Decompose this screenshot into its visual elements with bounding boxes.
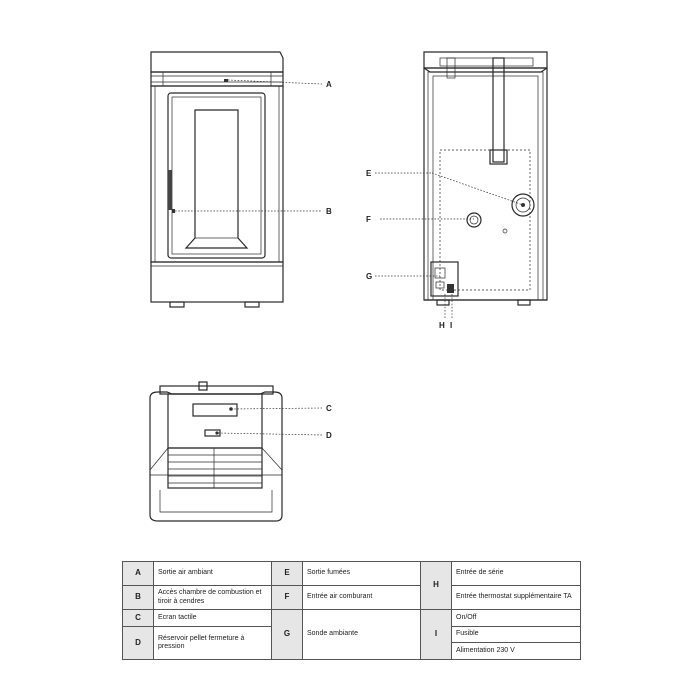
- legend-key-a: A: [123, 562, 154, 586]
- legend-key-b: B: [123, 586, 154, 610]
- callout-b: B: [326, 207, 332, 216]
- callout-a: A: [326, 80, 332, 89]
- legend-key-i: I: [421, 610, 452, 660]
- callout-f: F: [366, 215, 371, 224]
- legend-key-c: C: [123, 610, 154, 627]
- legend-key-d: D: [123, 627, 154, 660]
- top-view: [150, 382, 282, 521]
- callout-g: G: [366, 272, 373, 281]
- callout-h: H: [439, 321, 445, 330]
- legend-text-e: Sortie fumées: [303, 562, 421, 586]
- legend-key-e: E: [272, 562, 303, 586]
- legend-text-g: Sonde ambiante: [303, 610, 421, 660]
- legend-table: [122, 561, 581, 660]
- legend-key-g: G: [272, 610, 303, 660]
- callout-e: E: [366, 169, 372, 178]
- legend-text-i-2: Fusible: [452, 627, 581, 643]
- legend-text-i-3: Alimentation 230 V: [452, 643, 581, 660]
- legend-text-f: Entrée air comburant: [303, 586, 421, 610]
- legend-text-a: Sortie air ambiant: [154, 562, 272, 586]
- legend-text-h-1: Entrée de série: [452, 562, 581, 586]
- legend-key-f: F: [272, 586, 303, 610]
- front-view: [151, 52, 283, 307]
- legend-text-i-1: On/Off: [452, 610, 581, 627]
- callout-d: D: [326, 431, 332, 440]
- legend-text-b: Accès chambre de combustion et tiroir à cendres: [154, 586, 272, 610]
- legend-text-d: Réservoir pellet fermeture à pression: [154, 627, 272, 660]
- legend-row: [123, 610, 581, 627]
- callout-c: C: [326, 404, 332, 413]
- legend-key-h: H: [421, 562, 452, 610]
- callout-i: I: [450, 321, 453, 330]
- legend-text-h-2: Entrée thermostat supplémentaire TA: [452, 586, 581, 610]
- legend-row: [123, 562, 581, 586]
- rear-view: [424, 52, 547, 305]
- legend-text-c: Ecran tactile: [154, 610, 272, 627]
- legend-row: [123, 586, 581, 610]
